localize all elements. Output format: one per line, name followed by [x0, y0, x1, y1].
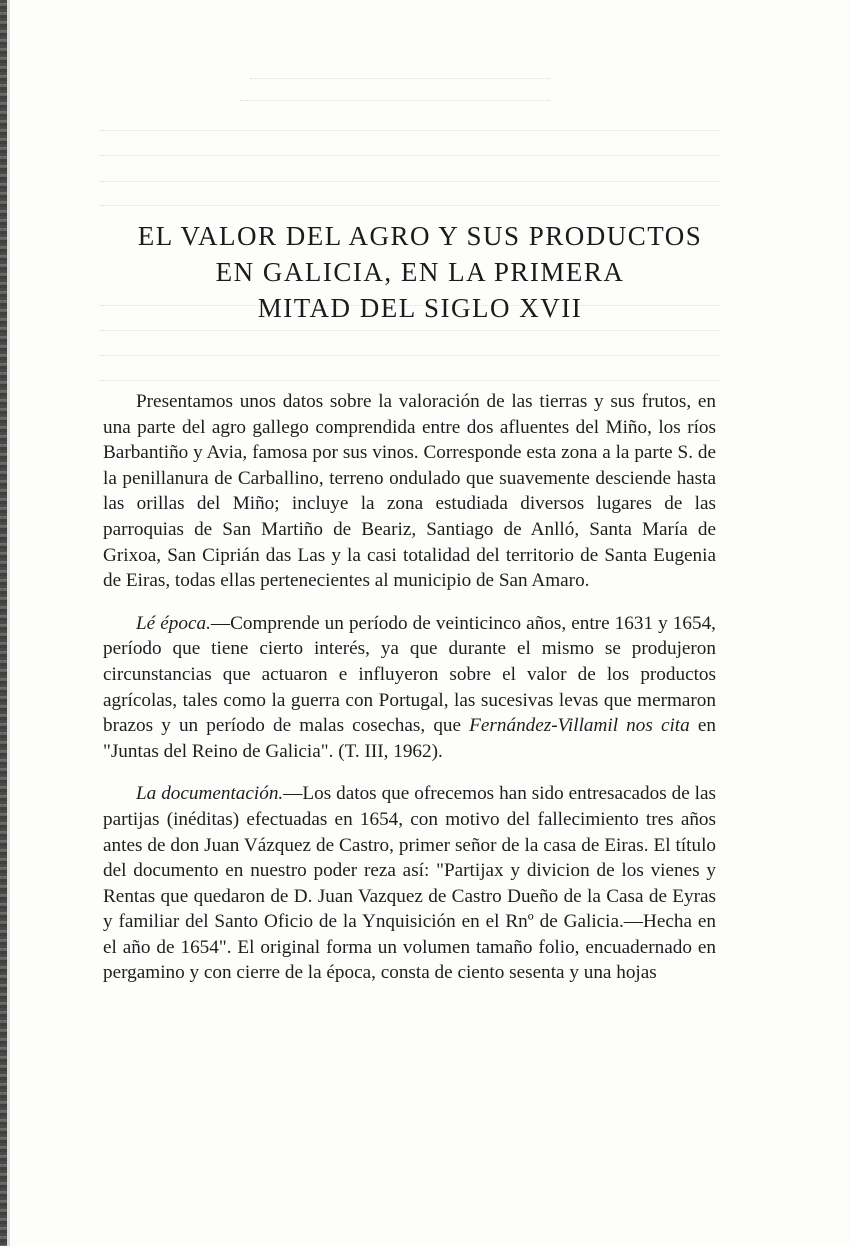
bleed-through-mark: [100, 205, 720, 207]
bleed-through-mark: [100, 155, 720, 157]
paragraph-lead: Lé época.: [136, 612, 211, 634]
paragraph-epoca: [103, 611, 716, 765]
title-line-2: EN GALICIA, EN LA PRIMERA: [215, 257, 625, 287]
bleed-through-mark: [100, 380, 720, 382]
paragraph-text: —Los datos que ofrecemos han sido entresacados de las partijas (inéditas) efectuadas en 1654, con motivo del fallecimiento tres años antes de don Juan Vázquez de Castro, primer señor de la casa de Eiras. El título del documento en nuestro poder reza así: "Partijax y divicion de los vienes y Rentas que quedaron de D. Juan Vazquez de Castro Dueño de la Casa de Eyras y familiar del Santo Oficio de la Ynquisición en el Rnº de Galicia.—Hecha en el año de 1654". El original forma un volumen tamaño folio, encuadernado en pergamino y con cierre de la época, consta de ciento sesenta y una hojas: [103, 783, 716, 984]
article-body: [103, 389, 716, 986]
title-line-3: MITAD DEL SIGLO XVII: [257, 293, 583, 323]
title-line-1: EL VALOR DEL AGRO Y SUS PRODUCTOS: [137, 221, 703, 251]
bleed-through-mark: [100, 130, 720, 132]
paragraph-lead: La documentación.: [136, 783, 284, 805]
bleed-through-mark: [240, 100, 550, 102]
bleed-through-mark: [250, 78, 550, 80]
paragraph-citation: Fernández-Villamil nos cita: [469, 715, 690, 737]
paragraph-text: —Comprende un período de veinticinco años, entre 1631 y 1654, período que tiene cierto interés, ya que durante el mismo se produjeron circunstancias que actuaron e influyeron sobre el valor de los productos agrícolas, tales como la guerra con Portugal, las sucesivas levas que mermaron brazos y un período de malas cosechas, que: [103, 612, 716, 737]
binding-shadow: [7, 0, 10, 1246]
paragraph-documentacion: [103, 781, 716, 986]
bleed-through-mark: [100, 181, 720, 183]
paragraph-text-end: en "Juntas del Reino de Galicia". (T. III, 1962).: [103, 715, 717, 762]
paragraph-intro: [103, 389, 716, 594]
bleed-through-mark: [100, 355, 720, 357]
paragraph-text: Presentamos unos datos sobre la valoración de las tierras y sus frutos, en una parte del agro gallego comprendida entre dos afluentes del Miño, los ríos Barbantiño y Avia, famosa por sus vinos. Corresponde esta zona a la parte S. de la penillanura de Carballino, terreno ondulado que suavemente desciende hasta las orillas del Miño; incluye la zona estudiada diversos lugares de las parroquias de San Martiño de Beariz, Santiago de Anlló, Santa María de Grixoa, San Ciprián das Las y la casi totalidad del territorio de Santa Eugenia de Eiras, todas ellas pertenecientes al municipio de San Amaro.: [103, 391, 716, 592]
bleed-through-mark: [100, 330, 720, 332]
article-title: [80, 218, 760, 326]
binding-edge: [0, 0, 7, 1246]
